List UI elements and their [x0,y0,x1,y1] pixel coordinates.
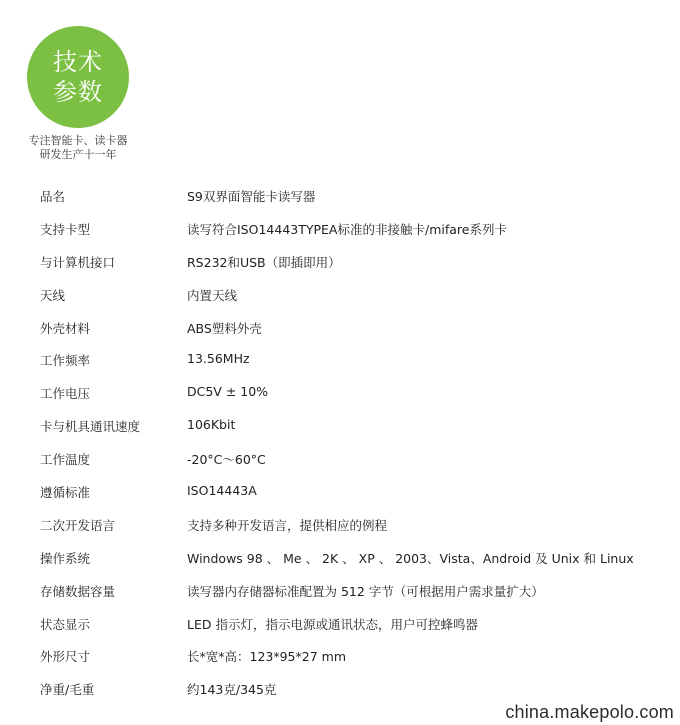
spec-row [0,476,680,509]
spec-value: 读写器内存储器标准配置为 512 字节（可根据用户需求量扩大） [187,583,544,599]
spec-label: 支持卡型 [40,221,91,237]
spec-value: 读写符合ISO14443TYPEA标准的非接触卡/mifare系列卡 [187,221,507,237]
spec-row [0,377,680,410]
spec-label: 状态显示 [40,616,91,632]
spec-row [0,344,680,377]
spec-value: DC5V ± 10% [187,384,269,400]
spec-table [0,180,680,706]
section-badge [27,26,129,128]
spec-row [0,608,680,641]
badge-title-line2: 参数 [53,78,103,106]
spec-row [0,180,680,213]
spec-row [0,640,680,673]
spec-value: 约143克/345克 [187,682,277,698]
spec-label: 天线 [40,287,66,303]
spec-value: ISO14443A [187,483,257,499]
spec-value: LED 指示灯，指示电源或通讯状态，用户可控蜂鸣器 [187,616,478,632]
spec-row [0,246,680,279]
spec-label: 净重/毛重 [40,682,95,698]
spec-value: RS232和USB（即插即用） [187,254,341,270]
spec-label: 工作电压 [40,386,91,402]
company-tagline [8,134,148,162]
spec-label: 工作温度 [40,452,91,468]
spec-label: 存储数据容量 [40,583,116,599]
spec-row [0,509,680,542]
spec-row [0,410,680,443]
spec-value: Windows 98 、 Me 、 2K 、 XP 、 2003、Vista、Android 及 Unix 和 Linux [187,550,634,566]
spec-label: 遵循标准 [40,485,91,501]
site-watermark: china.makepolo.com [505,702,674,722]
spec-value: -20°C～60°C [187,452,266,468]
tagline-line1: 专注智能卡、读卡器 [28,134,128,147]
tagline-line2: 研发生产十一年 [39,148,117,161]
spec-row [0,542,680,575]
spec-value: 内置天线 [187,287,238,303]
spec-label: 操作系统 [40,550,91,566]
spec-label: 外形尺寸 [40,649,91,665]
spec-row [0,443,680,476]
spec-label: 卡与机具通讯速度 [40,419,141,435]
spec-row [0,575,680,608]
spec-label: 二次开发语言 [40,517,116,533]
spec-row [0,213,680,246]
spec-row [0,312,680,345]
spec-label: 与计算机接口 [40,254,116,270]
spec-row [0,279,680,312]
spec-value: 13.56MHz [187,351,250,367]
spec-value: 106Kbit [187,417,236,433]
spec-value: ABS塑料外壳 [187,320,262,336]
spec-value: 支持多种开发语言，提供相应的例程 [187,517,388,533]
spec-label: 品名 [40,189,66,204]
spec-value: S9双界面智能卡读写器 [187,189,316,204]
spec-label: 工作频率 [40,353,91,369]
spec-value: 长*宽*高：123*95*27 mm [187,649,346,665]
badge-title-line1: 技术 [53,48,103,76]
spec-label: 外壳材料 [40,320,91,336]
